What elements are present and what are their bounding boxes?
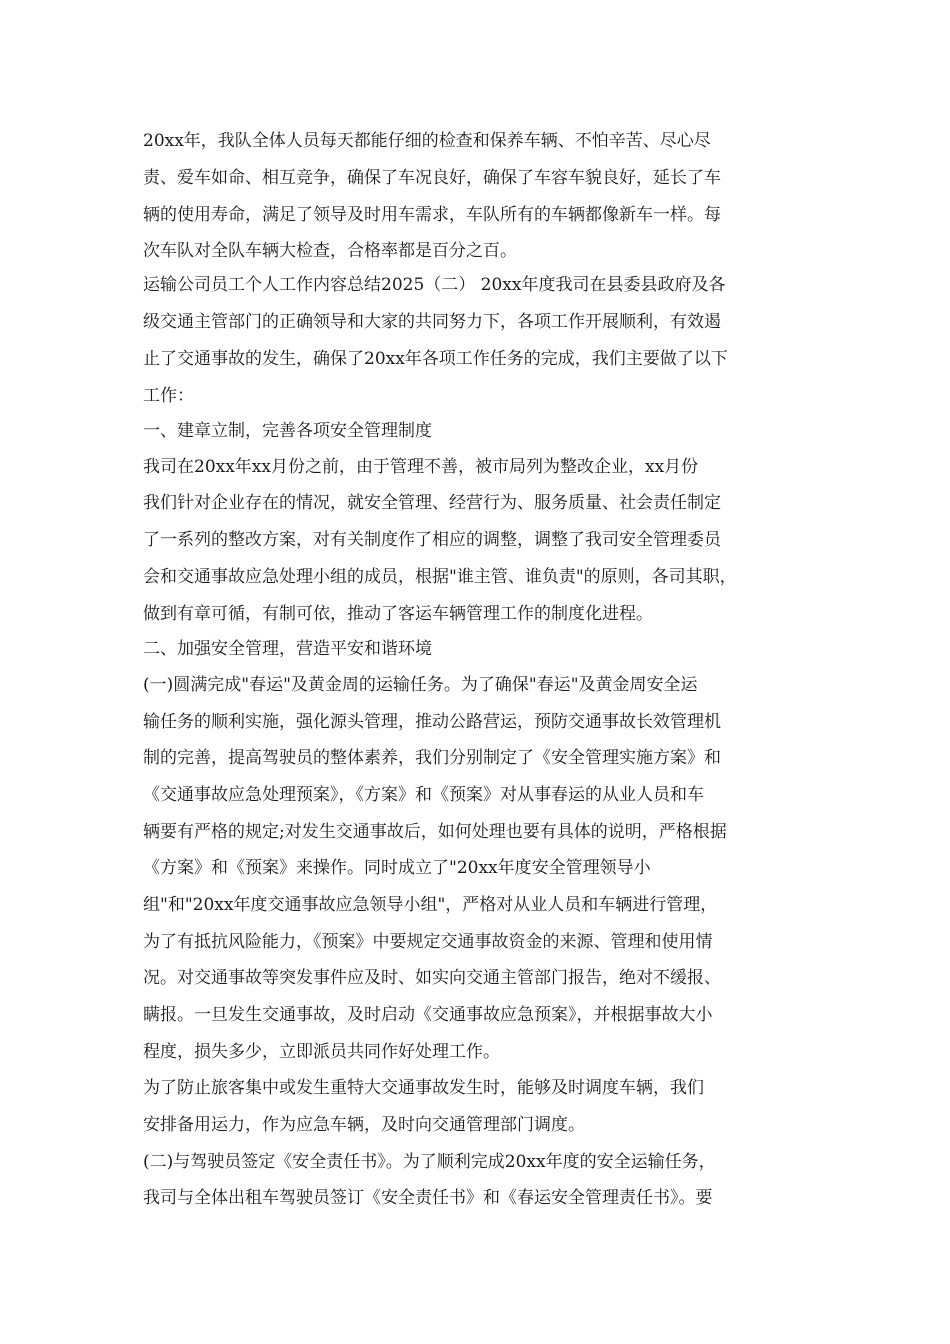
text-line: (二)与驾驶员签定《安全责任书》。为了顺利完成20xx年度的安全运输任务， — [143, 1152, 716, 1172]
text-line: 止了交通事故的发生，确保了20xx年各项工作任务的完成，我们主要做了以下 — [143, 349, 728, 369]
text-line: 辆的使用寿命，满足了领导及时用车需求，车队所有的车辆都像新车一样。每 — [143, 205, 721, 225]
text-line: 输任务的顺利实施，强化源头管理，推动公路营运，预防交通事故长效管理机 — [143, 712, 721, 732]
subheading-line: 二、加强安全管理，营造平安和谐环境 — [143, 639, 432, 659]
text-line: 工作： — [143, 386, 194, 406]
text-line: 做到有章可循，有制可依，推动了客运车辆管理工作的制度化进程。 — [143, 604, 653, 624]
text-line: 制的完善，提高驾驶员的整体素养，我们分别制定了《安全管理实施方案》和 — [143, 748, 721, 768]
text-line: 况。对交通事故等突发事件应及时、如实向交通主管部门报告，绝对不缓报、 — [143, 968, 721, 988]
text-line: 《交通事故应急处理预案》，《方案》和《预案》对从事春运的从业人员和车 — [143, 785, 704, 805]
text-line: 次车队对全队车辆大检查，合格率都是百分之百。 — [143, 241, 517, 261]
text-line: 我司与全体出租车驾驶员签订《安全责任书》和《春运安全管理责任书》。要 — [143, 1188, 713, 1208]
section-heading-line: 运输公司员工个人工作内容总结2025（二） 20xx年度我司在县委县政府及各 — [143, 275, 726, 295]
text-line: 我们针对企业存在的情况，就安全管理、经营行为、服务质量、社会责任制定 — [143, 493, 721, 513]
text-line: 会和交通事故应急处理小组的成员，根据"谁主管、谁负责"的原则，各司其职， — [143, 567, 737, 587]
text-line: 《方案》和《预案》来操作。同时成立了"20xx年度安全管理领导小 — [143, 858, 651, 878]
text-line: 了一系列的整改方案，对有关制度作了相应的调整，调整了我司安全管理委员 — [143, 530, 721, 550]
text-line: 为了有抵抗风险能力，《预案》中要规定交通事故资金的来源、管理和使用情 — [143, 932, 713, 952]
text-line: (一)圆满完成"春运"及黄金周的运输任务。为了确保"春运"及黄金周安全运 — [143, 675, 698, 695]
text-line: 责、爱车如命、相互竞争，确保了车况良好，确保了车容车貌良好，延长了车 — [143, 168, 721, 188]
text-line: 为了防止旅客集中或发生重特大交通事故发生时，能够及时调度车辆，我们 — [143, 1078, 704, 1098]
text-line: 组"和"20xx年度交通事故应急领导小组"，严格对从业人员和车辆进行管理， — [143, 895, 718, 915]
text-line: 我司在20xx年xx月份之前，由于管理不善，被市局列为整改企业，xx月份 — [143, 457, 699, 477]
text-line: 安排备用运力，作为应急车辆，及时向交通管理部门调度。 — [143, 1115, 585, 1135]
text-line: 程度，损失多少，立即派员共同作好处理工作。 — [143, 1042, 500, 1062]
text-line: 辆要有严格的规定;对发生交通事故后，如何处理也要有具体的说明，严格根据 — [143, 822, 727, 842]
text-line: 20xx年，我队全体人员每天都能仔细的检查和保养车辆、不怕辛苦、尽心尽 — [143, 131, 711, 151]
text-line: 瞒报。一旦发生交通事故，及时启动《交通事故应急预案》，并根据事故大小 — [143, 1005, 713, 1025]
subheading-line: 一、建章立制，完善各项安全管理制度 — [143, 421, 432, 441]
text-line: 级交通主管部门的正确领导和大家的共同努力下，各项工作开展顺利，有效遏 — [143, 312, 721, 332]
